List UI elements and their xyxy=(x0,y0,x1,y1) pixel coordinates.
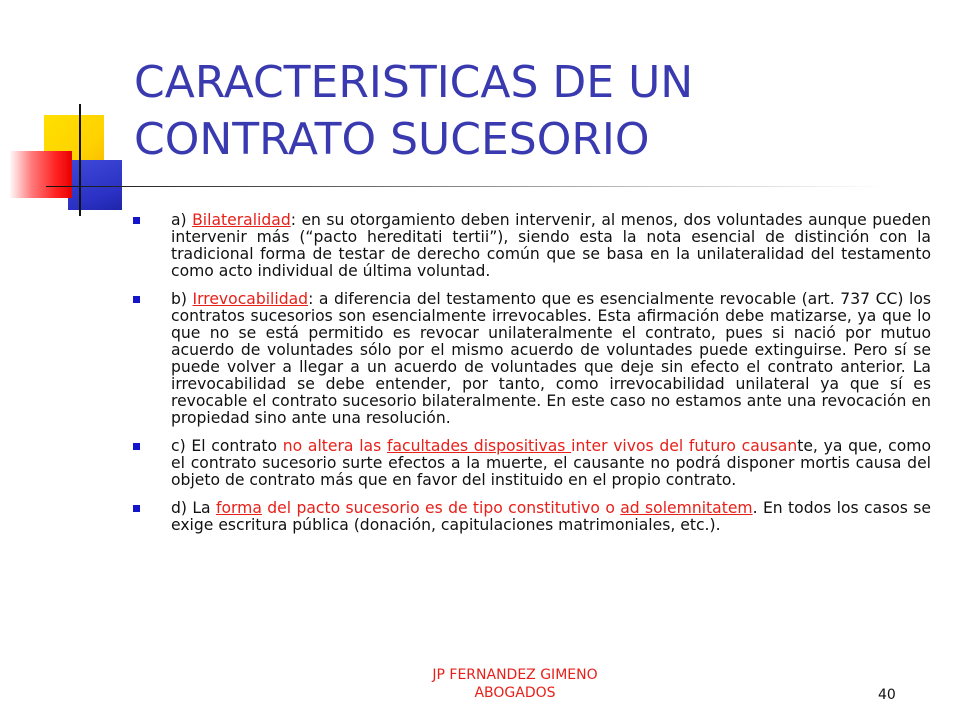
item-c-red-text-1: no altera las xyxy=(282,437,387,455)
item-b-body: : a diferencia del testamento que es esencialmente revocable (art. 737 CC) los contratos sucesorios son esencialmente irrevocables. Esta afirmación debe matizarse, ya que lo que no se está permitido es revocar unilateralmente el contrato, pues si nació por mutuo acuerdo de voluntades sólo por el mismo acuerdo de voluntades puede extinguirse. Pero sí se puede volver a llegar a un acuerdo de voluntades que deje sin efecto el contrato anterior. La irrevocabilidad se debe entender, por tanto, como irrevocabilidad unilateral ya que sí es revocable el contrato sucesorio bilateralmente. En este caso no estamos ante una revocación en propiedad sino ante una resolución. xyxy=(171,290,931,427)
item-d-forma-link[interactable]: forma xyxy=(215,499,262,517)
item-c-red-text-2: inter vivos del futuro causan xyxy=(571,437,798,455)
bullet-item-a xyxy=(133,212,931,280)
slide-title-line-2: CONTRATO SUCESORIO xyxy=(134,114,650,165)
bullet-list xyxy=(133,212,931,545)
footer-line-1: JP FERNANDEZ GIMENO xyxy=(432,667,598,683)
square-bullet-icon xyxy=(133,217,140,224)
square-bullet-icon xyxy=(133,505,140,512)
slide-title xyxy=(134,54,934,168)
item-d-body: . En todos los casos se exige escritura pública (donación, capitulaciones matrimoniales, etc.). xyxy=(171,499,931,534)
item-a-body: : en su otorgamiento deben intervenir, al menos, dos voluntades aunque pueden intervenir más (“pacto hereditati tertii”), siendo esta la nota esencial de distinción con la tradicional forma de testar de derecho común que se basa en la unilateralidad del testamento como acto individual de última voluntad. xyxy=(171,211,931,280)
item-a-term-link[interactable]: Bilateralidad xyxy=(192,211,291,229)
footer-line-2: ABOGADOS xyxy=(474,685,556,701)
footer-author xyxy=(380,666,650,702)
square-bullet-icon xyxy=(133,296,140,303)
item-d-prefix: d) La xyxy=(171,499,216,517)
bullet-item-d xyxy=(133,500,931,534)
decor-vertical-line xyxy=(79,104,81,216)
page-number: 40 xyxy=(878,687,896,703)
bullet-item-c xyxy=(133,438,931,489)
slide-title-line-1: CARACTERISTICAS DE UN xyxy=(134,57,694,108)
bullet-item-b xyxy=(133,291,931,427)
item-d-red-text: del pacto sucesorio es de tipo constitutivo o xyxy=(261,499,621,517)
item-c-facultades-link[interactable]: facultades dispositivas xyxy=(386,437,572,455)
item-c-body: te, ya que, como el contrato sucesorio surte efectos a la muerte, el causante no podrá disponer mortis causa del objeto de contrato más que en favor del instituido en el propio contrato. xyxy=(171,437,932,489)
square-bullet-icon xyxy=(133,443,140,450)
item-b-term-link[interactable]: Irrevocabilidad xyxy=(192,290,309,308)
item-b-prefix: b) xyxy=(171,290,193,308)
item-a-prefix: a) xyxy=(171,211,193,229)
item-d-solemnitatem-link[interactable]: ad solemnitatem xyxy=(620,499,753,517)
decor-blue-square xyxy=(68,160,122,210)
decor-horizontal-line xyxy=(46,186,886,187)
item-c-prefix: c) El contrato xyxy=(171,437,283,455)
decor-red-square xyxy=(10,151,72,198)
